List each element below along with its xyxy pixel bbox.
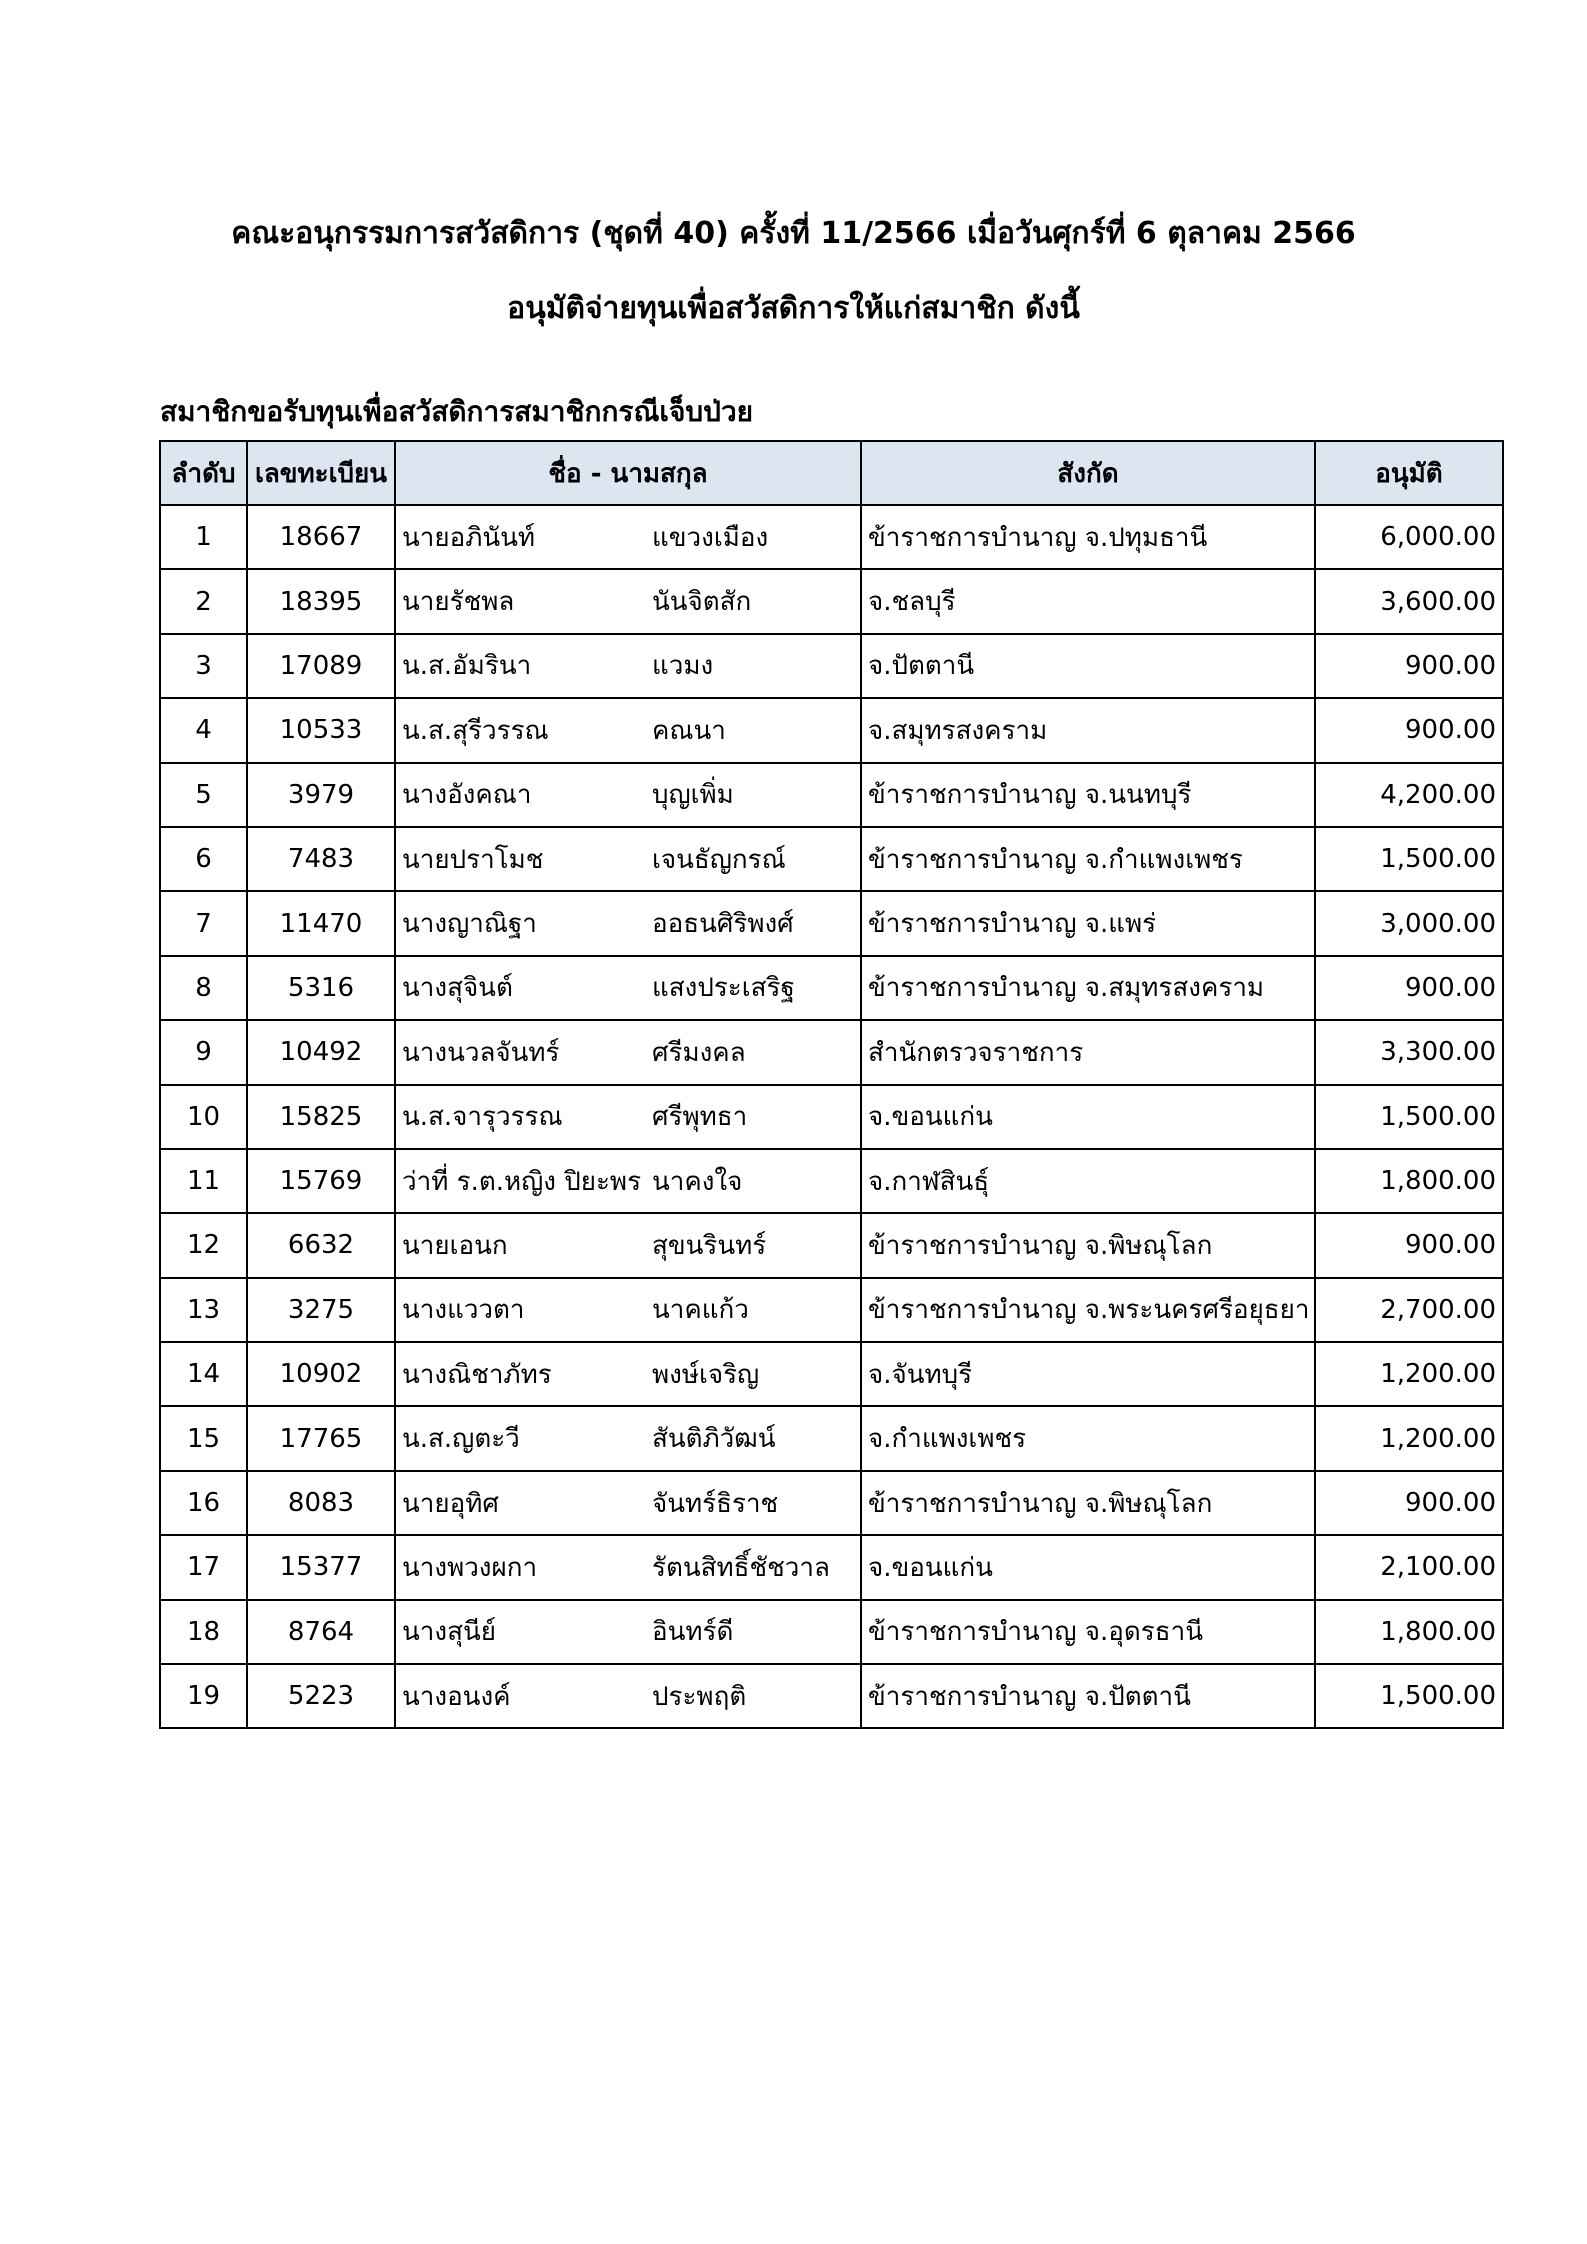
- document-subtitle: อนุมัติจ่ายทุนเพื่อสวัสดิการให้แก่สมาชิก ดังนี้: [507, 291, 1080, 326]
- table-row: [160, 569, 1503, 633]
- table-header-row: [160, 441, 1503, 505]
- table-row: [160, 1664, 1503, 1728]
- row-number-cell: 15: [160, 1406, 247, 1470]
- member-last-name: แวมง: [652, 651, 714, 682]
- approved-amount-cell: 4,200.00: [1315, 763, 1503, 827]
- row-number-cell: 4: [160, 698, 247, 762]
- row-number-cell: 5: [160, 763, 247, 827]
- member-last-name: แสงประเสริฐ: [652, 973, 795, 1004]
- row-number-cell: 3: [160, 634, 247, 698]
- member-last-name: ประพฤติ: [652, 1681, 747, 1712]
- table-row: [160, 1020, 1503, 1084]
- row-number-cell: 9: [160, 1020, 247, 1084]
- registration-number-cell: 10492: [247, 1020, 395, 1084]
- registration-number-cell: 7483: [247, 827, 395, 891]
- member-first-name: น.ส.อัมรินา: [402, 651, 532, 682]
- member-name-cell: [395, 891, 861, 955]
- approved-amount-cell: 1,500.00: [1315, 1085, 1503, 1149]
- table-row: [160, 1471, 1503, 1535]
- member-first-name: นายปราโมช: [402, 844, 544, 875]
- member-name-cell: [395, 1149, 861, 1213]
- affiliation-cell: ข้าราชการบำนาญ จ.ปัตตานี: [861, 1664, 1315, 1728]
- member-name-cell: [395, 1085, 861, 1149]
- member-name-cell: [395, 505, 861, 569]
- affiliation-cell: ข้าราชการบำนาญ จ.พิษณุโลก: [861, 1471, 1315, 1535]
- approved-amount-cell: 900.00: [1315, 956, 1503, 1020]
- member-last-name: นันจิตสัก: [652, 587, 752, 618]
- member-last-name: นาคงใจ: [652, 1166, 743, 1197]
- member-last-name: บุญเพิ่ม: [652, 780, 734, 811]
- member-name-cell: [395, 763, 861, 827]
- table-row: [160, 763, 1503, 827]
- member-first-name: นางสุจินต์: [402, 973, 513, 1004]
- registration-number-cell: 10533: [247, 698, 395, 762]
- row-number-cell: 13: [160, 1278, 247, 1342]
- member-first-name: น.ส.สุรีวรรณ: [402, 715, 549, 746]
- row-number-cell: 1: [160, 505, 247, 569]
- table-row: [160, 1342, 1503, 1406]
- table-row: [160, 1406, 1503, 1470]
- member-last-name: สุขนรินทร์: [652, 1230, 767, 1261]
- registration-number-cell: 18395: [247, 569, 395, 633]
- row-number-cell: 16: [160, 1471, 247, 1535]
- member-first-name: น.ส.ญตะวี: [402, 1424, 520, 1455]
- member-name-cell: [395, 634, 861, 698]
- table-row: [160, 1149, 1503, 1213]
- column-header-amount: อนุมัติ: [1315, 441, 1503, 505]
- row-number-cell: 12: [160, 1213, 247, 1277]
- row-number-cell: 18: [160, 1600, 247, 1664]
- row-number-cell: 17: [160, 1535, 247, 1599]
- approved-amount-cell: 900.00: [1315, 634, 1503, 698]
- row-number-cell: 11: [160, 1149, 247, 1213]
- member-name-cell: [395, 1600, 861, 1664]
- table-row: [160, 1535, 1503, 1599]
- registration-number-cell: 17765: [247, 1406, 395, 1470]
- approved-amount-cell: 3,300.00: [1315, 1020, 1503, 1084]
- registration-number-cell: 3979: [247, 763, 395, 827]
- table-row: [160, 956, 1503, 1020]
- table-row: [160, 1213, 1503, 1277]
- member-last-name: นาคแก้ว: [652, 1295, 749, 1326]
- member-first-name: นายเอนก: [402, 1230, 508, 1261]
- member-first-name: นางพวงผกา: [402, 1552, 538, 1583]
- table-body: [160, 505, 1503, 1728]
- affiliation-cell: จ.ชลบุรี: [861, 569, 1315, 633]
- registration-number-cell: 5316: [247, 956, 395, 1020]
- member-name-cell: [395, 1278, 861, 1342]
- member-name-cell: [395, 1213, 861, 1277]
- member-name-cell: [395, 1020, 861, 1084]
- table-row: [160, 827, 1503, 891]
- member-last-name: อินทร์ดี: [652, 1617, 734, 1648]
- approved-amount-cell: 2,100.00: [1315, 1535, 1503, 1599]
- member-name-cell: [395, 569, 861, 633]
- registration-number-cell: 8764: [247, 1600, 395, 1664]
- affiliation-cell: จ.กาฬสินธุ์: [861, 1149, 1315, 1213]
- approved-amount-cell: 900.00: [1315, 698, 1503, 762]
- affiliation-cell: จ.ปัตตานี: [861, 634, 1315, 698]
- registration-number-cell: 5223: [247, 1664, 395, 1728]
- member-first-name: นางสุนีย์: [402, 1617, 496, 1648]
- member-name-cell: [395, 1342, 861, 1406]
- member-name-cell: [395, 1471, 861, 1535]
- member-last-name: คณนา: [652, 715, 726, 746]
- approved-amount-cell: 1,800.00: [1315, 1600, 1503, 1664]
- affiliation-cell: จ.ขอนแก่น: [861, 1535, 1315, 1599]
- member-name-cell: [395, 1664, 861, 1728]
- affiliation-cell: ข้าราชการบำนาญ จ.พระนครศรีอยุธยา: [861, 1278, 1315, 1342]
- table-row: [160, 1085, 1503, 1149]
- registration-number-cell: 8083: [247, 1471, 395, 1535]
- approved-amount-cell: 1,200.00: [1315, 1342, 1503, 1406]
- row-number-cell: 10: [160, 1085, 247, 1149]
- member-name-cell: [395, 1406, 861, 1470]
- approved-amount-cell: 1,500.00: [1315, 1664, 1503, 1728]
- member-first-name: นางญาณิฐา: [402, 909, 537, 940]
- approved-amount-cell: 3,600.00: [1315, 569, 1503, 633]
- affiliation-cell: ข้าราชการบำนาญ จ.กำแพงเพชร: [861, 827, 1315, 891]
- affiliation-cell: จ.สมุทรสงคราม: [861, 698, 1315, 762]
- affiliation-cell: ข้าราชการบำนาญ จ.นนทบุรี: [861, 763, 1315, 827]
- row-number-cell: 14: [160, 1342, 247, 1406]
- affiliation-cell: ข้าราชการบำนาญ จ.สมุทรสงคราม: [861, 956, 1315, 1020]
- registration-number-cell: 17089: [247, 634, 395, 698]
- row-number-cell: 8: [160, 956, 247, 1020]
- approved-amount-cell: 1,500.00: [1315, 827, 1503, 891]
- member-last-name: ศรีพุทธา: [652, 1102, 748, 1133]
- column-header-name: ชื่อ - นามสกุล: [395, 441, 861, 505]
- member-last-name: สันติภิวัฒน์: [652, 1424, 776, 1455]
- section-title: สมาชิกขอรับทุนเพื่อสวัสดิการสมาชิกกรณีเจ็บป่วย: [160, 395, 754, 428]
- affiliation-cell: ข้าราชการบำนาญ จ.พิษณุโลก: [861, 1213, 1315, 1277]
- registration-number-cell: 15825: [247, 1085, 395, 1149]
- member-first-name: นายอภินันท์: [402, 522, 536, 553]
- approved-amount-cell: 3,000.00: [1315, 891, 1503, 955]
- table-row: [160, 1600, 1503, 1664]
- row-number-cell: 7: [160, 891, 247, 955]
- registration-number-cell: 18667: [247, 505, 395, 569]
- member-last-name: พงษ์เจริญ: [652, 1359, 760, 1390]
- registration-number-cell: 6632: [247, 1213, 395, 1277]
- affiliation-cell: จ.กำแพงเพชร: [861, 1406, 1315, 1470]
- affiliation-cell: ข้าราชการบำนาญ จ.อุดรธานี: [861, 1600, 1315, 1664]
- member-name-cell: [395, 956, 861, 1020]
- registration-number-cell: 15377: [247, 1535, 395, 1599]
- table-row: [160, 634, 1503, 698]
- document-title: คณะอนุกรรมการสวัสดิการ (ชุดที่ 40) ครั้งที่ 11/2566 เมื่อวันศุกร์ที่ 6 ตุลาคม 2566: [231, 216, 1356, 251]
- member-first-name: นางนวลจันทร์: [402, 1037, 560, 1068]
- member-first-name: นางอังคณา: [402, 780, 532, 811]
- member-last-name: เจนธัญกรณ์: [652, 844, 786, 875]
- registration-number-cell: 15769: [247, 1149, 395, 1213]
- column-header-no: ลำดับ: [160, 441, 247, 505]
- welfare-approval-table: [159, 440, 1504, 1729]
- approved-amount-cell: 6,000.00: [1315, 505, 1503, 569]
- member-first-name: นางแววตา: [402, 1295, 525, 1326]
- member-name-cell: [395, 1535, 861, 1599]
- member-name-cell: [395, 698, 861, 762]
- row-number-cell: 2: [160, 569, 247, 633]
- row-number-cell: 6: [160, 827, 247, 891]
- affiliation-cell: ข้าราชการบำนาญ จ.ปทุมธานี: [861, 505, 1315, 569]
- approved-amount-cell: 2,700.00: [1315, 1278, 1503, 1342]
- row-number-cell: 19: [160, 1664, 247, 1728]
- member-first-name: น.ส.จารุวรรณ: [402, 1102, 563, 1133]
- approved-amount-cell: 1,800.00: [1315, 1149, 1503, 1213]
- member-last-name: ศรีมงคล: [652, 1037, 746, 1068]
- approved-amount-cell: 900.00: [1315, 1471, 1503, 1535]
- registration-number-cell: 10902: [247, 1342, 395, 1406]
- affiliation-cell: จ.ขอนแก่น: [861, 1085, 1315, 1149]
- member-first-name: ว่าที่ ร.ต.หญิง ปิยะพร: [402, 1166, 642, 1197]
- table-row: [160, 891, 1503, 955]
- table-row: [160, 505, 1503, 569]
- table-row: [160, 1278, 1503, 1342]
- affiliation-cell: ข้าราชการบำนาญ จ.แพร่: [861, 891, 1315, 955]
- registration-number-cell: 11470: [247, 891, 395, 955]
- approved-amount-cell: 1,200.00: [1315, 1406, 1503, 1470]
- affiliation-cell: จ.จันทบุรี: [861, 1342, 1315, 1406]
- member-last-name: ออธนศิริพงศ์: [652, 909, 794, 940]
- member-first-name: นางณิชาภัทร: [402, 1359, 552, 1390]
- member-first-name: นายรัชพล: [402, 587, 515, 618]
- member-last-name: จันทร์ธิราช: [652, 1488, 779, 1519]
- registration-number-cell: 3275: [247, 1278, 395, 1342]
- table-row: [160, 698, 1503, 762]
- member-name-cell: [395, 827, 861, 891]
- column-header-unit: สังกัด: [861, 441, 1315, 505]
- member-first-name: นายอุทิศ: [402, 1488, 499, 1519]
- column-header-reg: เลขทะเบียน: [247, 441, 395, 505]
- approved-amount-cell: 900.00: [1315, 1213, 1503, 1277]
- member-first-name: นางอนงค์: [402, 1681, 511, 1712]
- member-last-name: แขวงเมือง: [652, 522, 769, 553]
- member-last-name: รัตนสิทธิ์ชัชวาล: [652, 1552, 830, 1583]
- affiliation-cell: สำนักตรวจราชการ: [861, 1020, 1315, 1084]
